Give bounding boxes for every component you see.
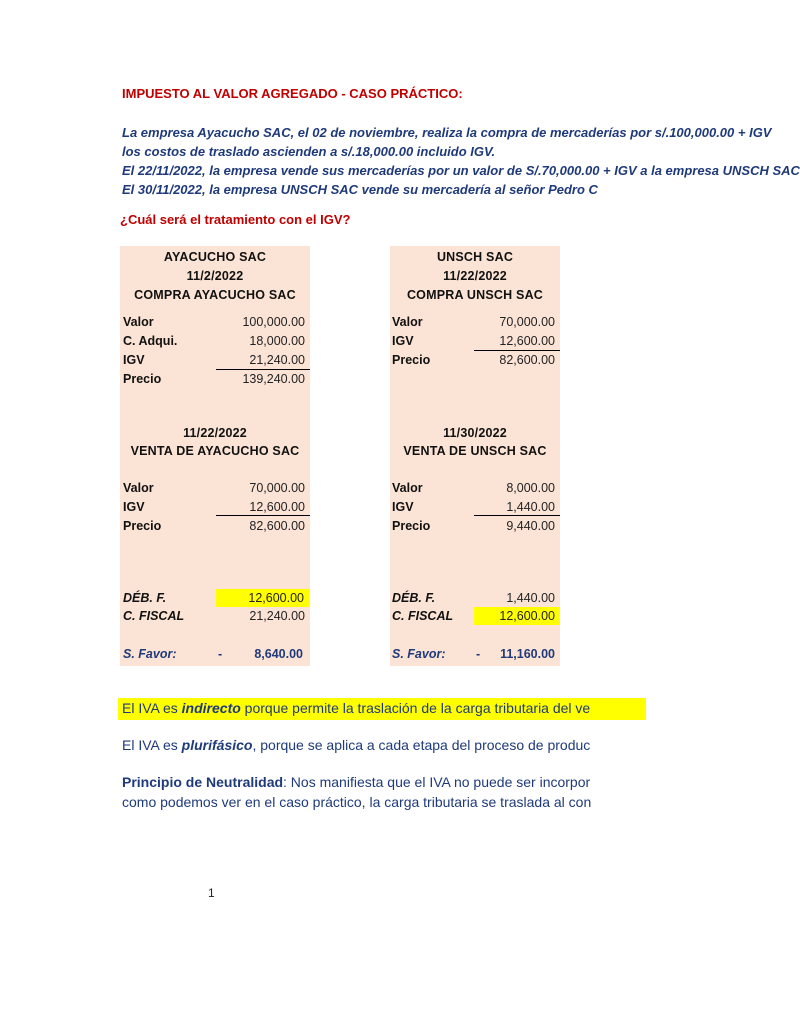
ayacucho-credito-fiscal-value: 21,240.00: [249, 609, 305, 623]
unsch-credito-fiscal-value: 12,600.00: [474, 607, 560, 625]
ayacucho-saldo-favor-value: 8,640.00: [254, 647, 303, 661]
ayacucho-debito-fiscal-label: DÉB. F.: [123, 591, 167, 605]
unsch-venta-title: VENTA DE UNSCH SAC: [403, 444, 547, 458]
ayacucho-venta-date: 11/22/2022: [183, 426, 247, 440]
unsch-compra-title: COMPRA UNSCH SAC: [406, 288, 544, 302]
ayacucho-compra-label-precio: Precio: [123, 372, 162, 386]
ayacucho-compra-date: 11/2/2022: [186, 269, 244, 283]
ayacucho-venta-value-precio: 82,600.00: [249, 519, 305, 533]
ayacucho-compra-value-precio: 139,240.00: [242, 372, 305, 386]
ayacucho-saldo-favor-label: S. Favor:: [123, 647, 177, 661]
unsch-debito-fiscal-value: 1,440.00: [506, 591, 555, 605]
ayacucho-compra-title: COMPRA AYACUCHO SAC: [134, 288, 296, 302]
document-title: IMPUESTO AL VALOR AGREGADO - CASO PRÁCTICO:: [122, 86, 463, 101]
note-neutralidad-continued: como podemos ver en el caso práctico, la carga tributaria se traslada al con: [122, 794, 592, 810]
unsch-saldo-favor-value: 11,160.00: [500, 647, 555, 661]
unsch-debito-fiscal-label: DÉB. F.: [392, 591, 436, 605]
unsch-venta-total-rule: [474, 515, 560, 516]
unsch-compra-date: 11/22/2022: [443, 269, 507, 283]
unsch-compra-label-igv: IGV: [392, 334, 414, 348]
ayacucho-venta-value-igv: 12,600.00: [249, 500, 305, 514]
intro-line-2: los costos de traslado ascienden a s/.18,000.00 incluido IGV.: [122, 144, 496, 159]
ayacucho-credito-fiscal-label: C. FISCAL: [123, 609, 185, 623]
ayacucho-venta-title: VENTA DE AYACUCHO SAC: [130, 444, 300, 458]
note-neutralidad: Principio de Neutralidad: Nos manifiesta que el IVA no puede ser incorpor: [122, 774, 591, 790]
unsch-compra-value-igv: 12,600.00: [499, 334, 555, 348]
unsch-venta-label-valor: Valor: [392, 481, 423, 495]
ayacucho-company-header: AYACUCHO SAC: [163, 250, 267, 264]
unsch-compra-value-precio: 82,600.00: [499, 353, 555, 367]
ayacucho-compra-value-valor: 100,000.00: [242, 315, 305, 329]
unsch-venta-value-precio: 9,440.00: [506, 519, 555, 533]
ayacucho-compra-value-cadqui: 18,000.00: [249, 334, 305, 348]
question: ¿Cuál será el tratamiento con el IGV?: [120, 212, 351, 227]
unsch-compra-label-valor: Valor: [392, 315, 423, 329]
intro-line-3: El 22/11/2022, la empresa vende sus mercaderías por un valor de S/.70,000.00 + IGV a la empresa UNSCH SAC: [122, 163, 800, 178]
ayacucho-venta-label-precio: Precio: [123, 519, 162, 533]
unsch-credito-fiscal-label: C. FISCAL: [392, 609, 454, 623]
unsch-saldo-favor-dash: -: [476, 647, 481, 661]
unsch-compra-value-valor: 70,000.00: [499, 315, 555, 329]
unsch-saldo-favor-label: S. Favor:: [392, 647, 446, 661]
ayacucho-compra-total-rule: [216, 369, 310, 370]
intro-line-4: El 30/11/2022, la empresa UNSCH SAC vende su mercadería al señor Pedro C: [122, 182, 598, 197]
ayacucho-venta-label-igv: IGV: [123, 500, 145, 514]
ayacucho-venta-value-valor: 70,000.00: [249, 481, 305, 495]
unsch-venta-value-valor: 8,000.00: [506, 481, 555, 495]
ayacucho-venta-label-valor: Valor: [123, 481, 154, 495]
ayacucho-saldo-favor-dash: -: [218, 647, 223, 661]
unsch-company-header: UNSCH SAC: [436, 250, 514, 264]
unsch-compra-label-precio: Precio: [392, 353, 431, 367]
ayacucho-debito-fiscal-value: 12,600.00: [216, 589, 309, 607]
unsch-venta-label-precio: Precio: [392, 519, 431, 533]
ayacucho-compra-label-igv: IGV: [123, 353, 145, 367]
ayacucho-compra-label-cadqui: C. Adqui.: [123, 334, 178, 348]
intro-line-1: La empresa Ayacucho SAC, el 02 de noviembre, realiza la compra de mercaderías por s/.100,000.00 + IGV: [122, 125, 772, 140]
note-indirecto: El IVA es indirecto porque permite la traslación de la carga tributaria del ve: [122, 700, 591, 716]
ayacucho-compra-value-igv: 21,240.00: [249, 353, 305, 367]
ayacucho-venta-total-rule: [216, 515, 310, 516]
page-number: 1: [208, 886, 215, 900]
unsch-compra-total-rule: [474, 350, 560, 351]
unsch-venta-date: 11/30/2022: [443, 426, 507, 440]
ayacucho-compra-label-valor: Valor: [123, 315, 154, 329]
unsch-venta-label-igv: IGV: [392, 500, 414, 514]
unsch-venta-value-igv: 1,440.00: [506, 500, 555, 514]
note-plurifasico: El IVA es plurifásico, porque se aplica a cada etapa del proceso de produc: [122, 737, 591, 753]
